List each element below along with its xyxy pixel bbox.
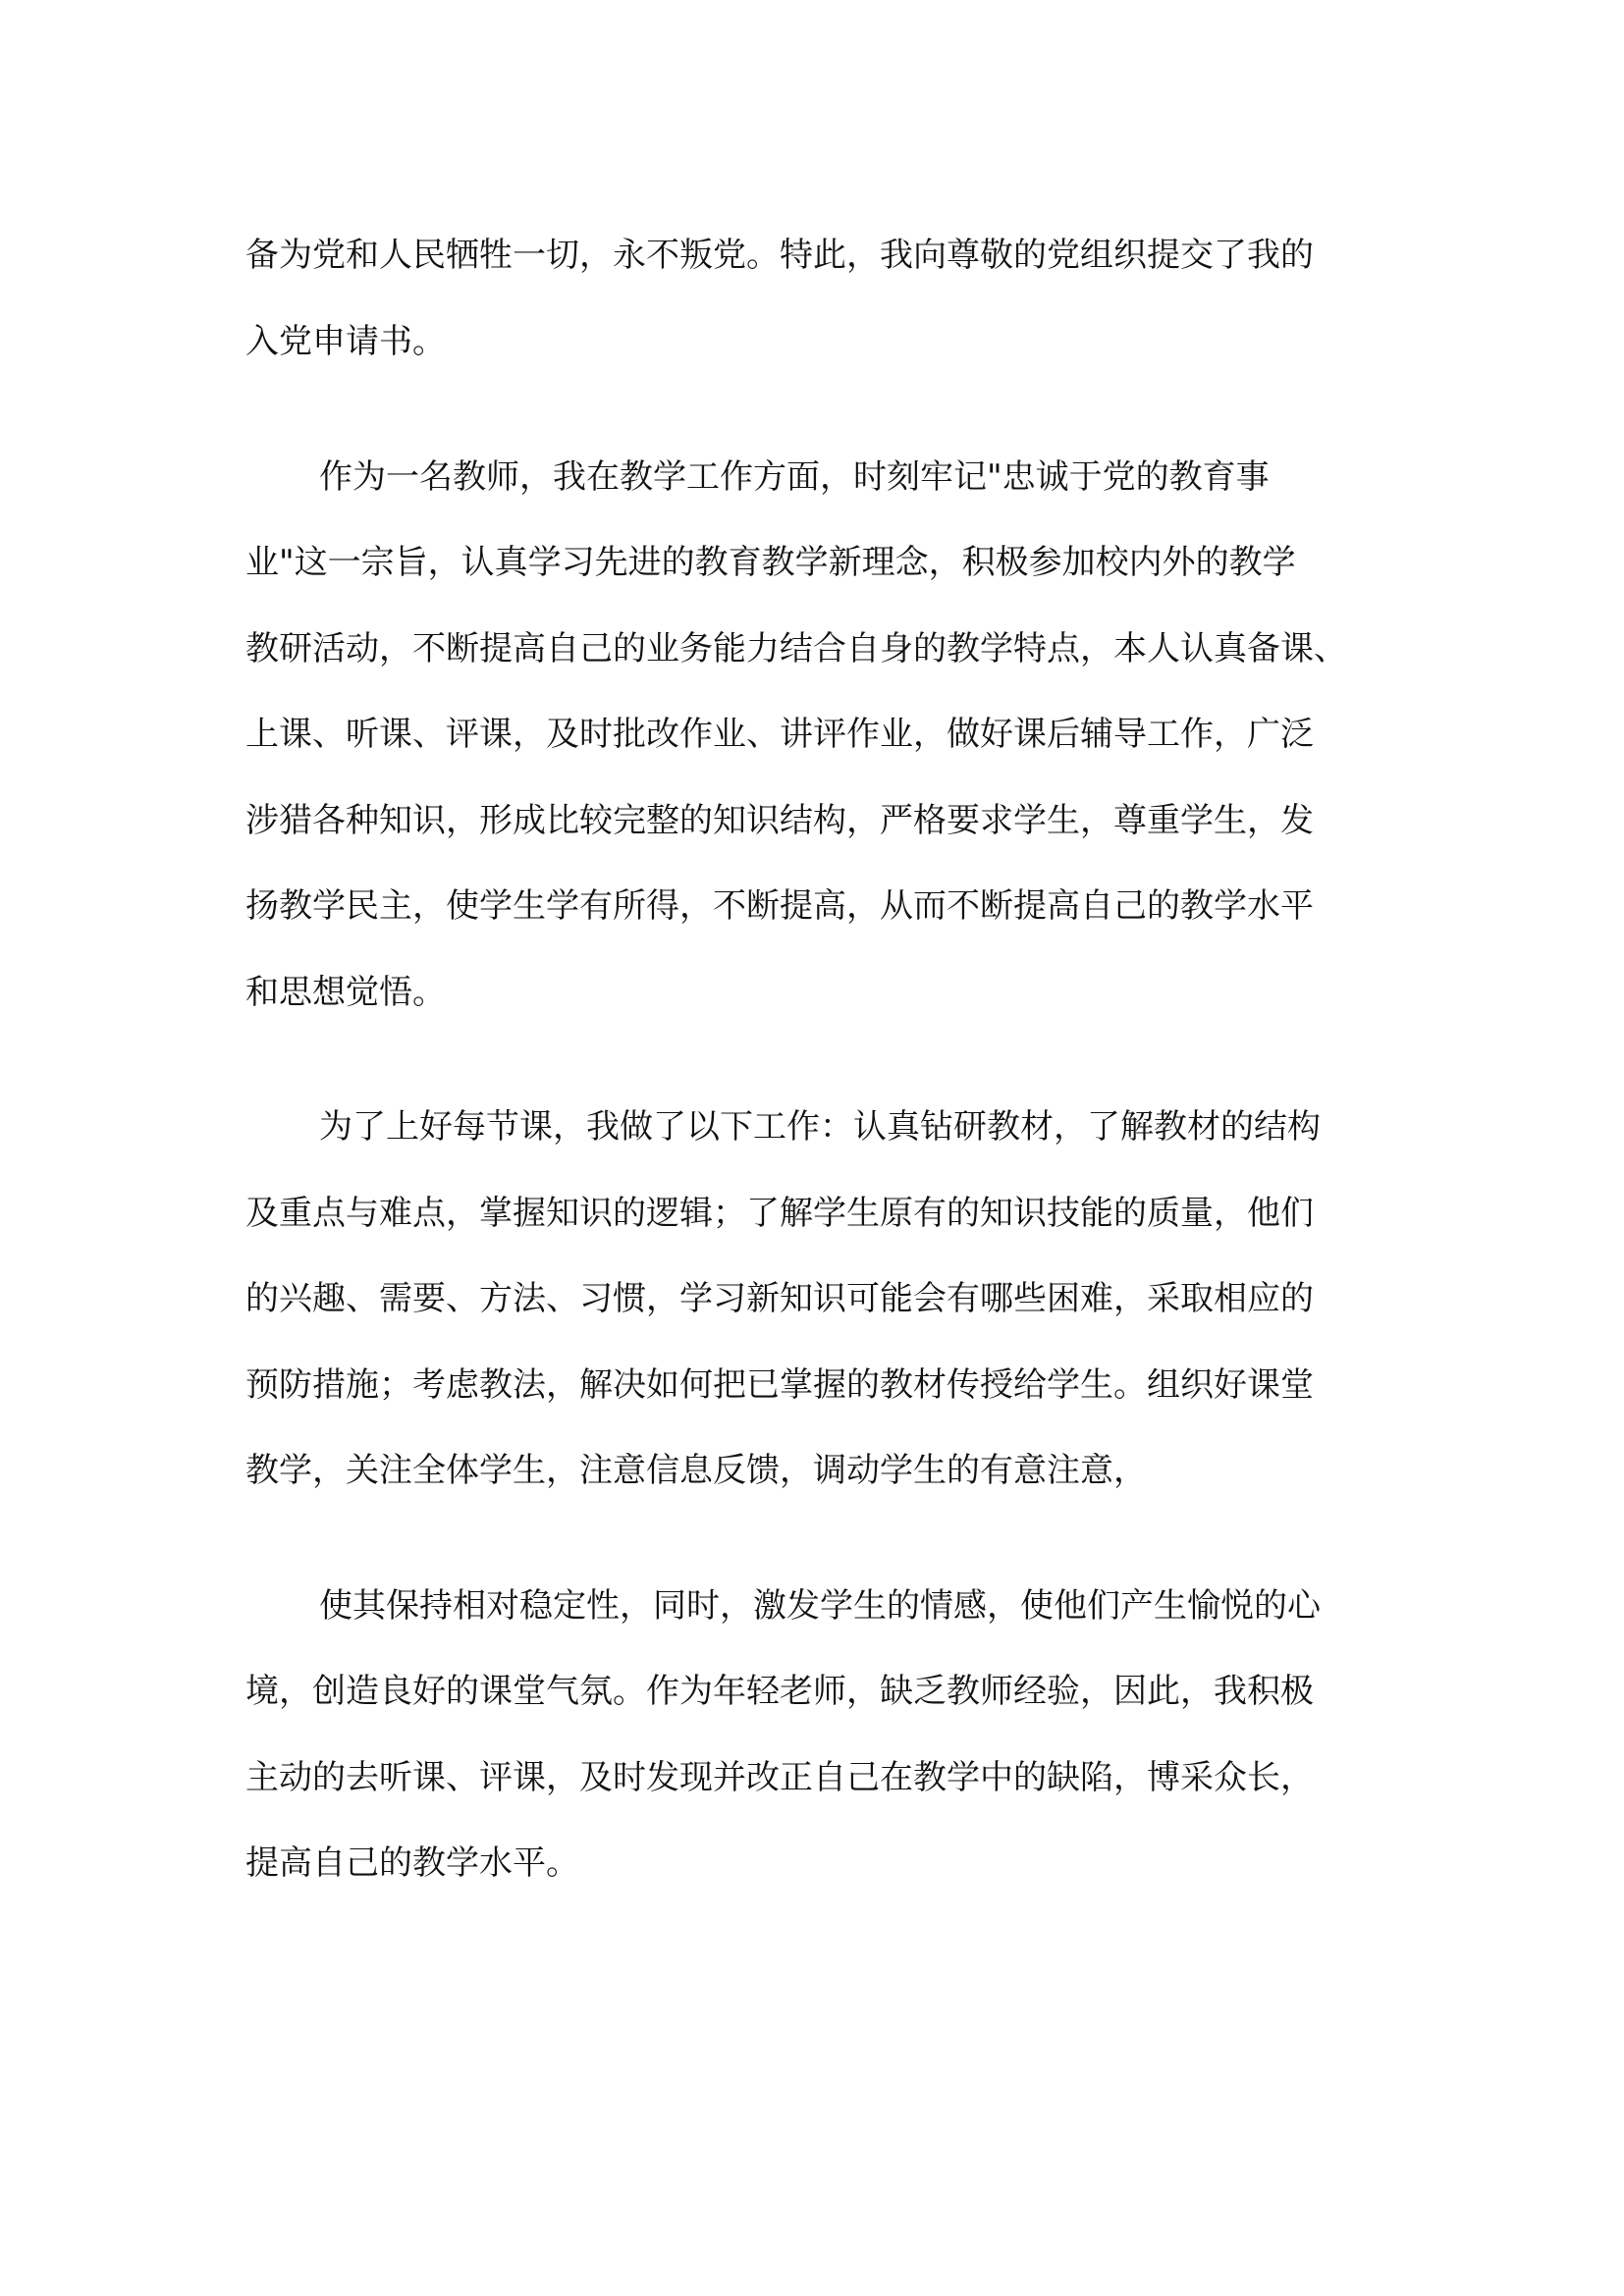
text-line: 上课、听课、评课，及时批改作业、讲评作业，做好课后辅导工作，广泛: [245, 715, 1314, 754]
text-line: 教研活动，不断提高自己的业务能力结合自身的教学特点，本人认真备课、: [245, 629, 1347, 668]
text-line: 入党申请书。: [245, 322, 446, 361]
text-line: 教学，关注全体学生，注意信息反馈，调动学生的有意注意，: [245, 1451, 1147, 1490]
text-line: 提高自己的教学水平。: [245, 1843, 579, 1883]
text-line: 业"这一宗旨，认真学习先进的教育教学新理念，积极参加校内外的教学: [245, 543, 1296, 582]
text-line: 作为一名教师，我在教学工作方面，时刻牢记"忠诚于党的教育事: [319, 457, 1270, 497]
text-line: 的兴趣、需要、方法、习惯，学习新知识可能会有哪些困难，采取相应的: [245, 1279, 1314, 1318]
text-line: 主动的去听课、评课，及时发现并改正自己在教学中的缺陷，博采众长，: [245, 1758, 1314, 1797]
text-line: 使其保持相对稳定性，同时，激发学生的情感，使他们产生愉悦的心: [319, 1586, 1321, 1626]
text-line: 扬教学民主，使学生学有所得，不断提高，从而不断提高自己的教学水平: [245, 886, 1314, 926]
text-line: 涉猎各种知识，形成比较完整的知识结构，严格要求学生，尊重学生，发: [245, 801, 1314, 840]
text-line: 备为党和人民牺牲一切，永不叛党。特此，我向尊敬的党组织提交了我的: [245, 236, 1314, 275]
text-line: 预防措施；考虑教法，解决如何把已掌握的教材传授给学生。组织好课堂: [245, 1365, 1314, 1405]
text-line: 境，创造良好的课堂气氛。作为年轻老师，缺乏教师经验，因此，我积极: [245, 1672, 1314, 1711]
text-line: 为了上好每节课，我做了以下工作：认真钻研教材，了解教材的结构: [319, 1107, 1321, 1147]
text-line: 及重点与难点，掌握知识的逻辑；了解学生原有的知识技能的质量，他们: [245, 1194, 1314, 1233]
text-line: 和思想觉悟。: [245, 973, 446, 1012]
